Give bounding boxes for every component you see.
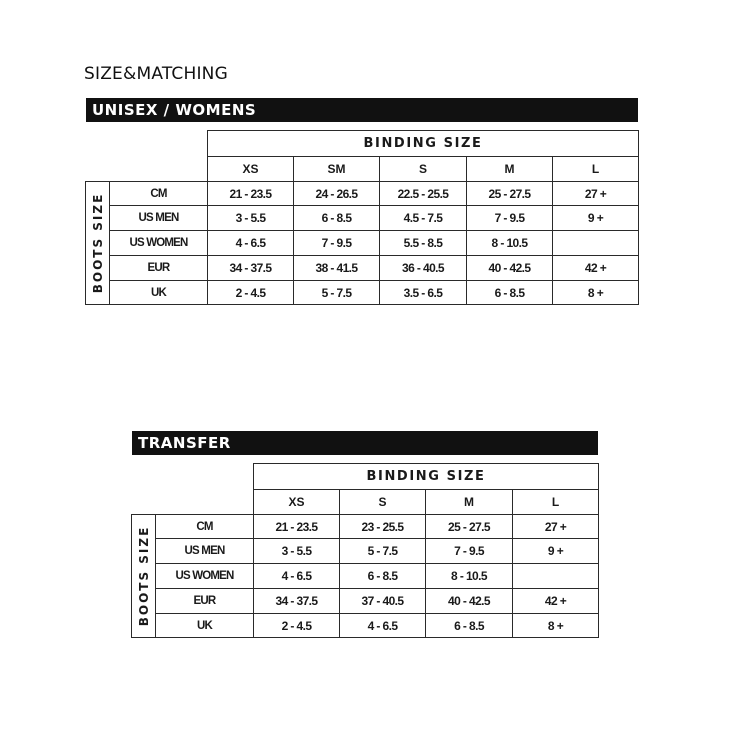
cell-value: 6 - 8.5 xyxy=(340,564,426,589)
row-label-us-women: US WOMEN xyxy=(156,564,254,589)
cell-value: 6 - 8.5 xyxy=(467,281,553,305)
boots-size-label: BOOTS SIZE xyxy=(136,525,151,627)
cell-value: 3 - 5.5 xyxy=(208,206,294,231)
section-header-unisex-womens: UNISEX / WOMENS xyxy=(86,98,638,122)
cell-value: 8 + xyxy=(553,281,639,305)
page-title: SIZE&MATCHING xyxy=(84,64,228,84)
cell-value: 27 + xyxy=(553,182,639,206)
cell-value: 8 - 10.5 xyxy=(426,564,513,589)
cell-value: 21 - 23.5 xyxy=(208,182,294,206)
cell-value: 40 - 42.5 xyxy=(467,256,553,281)
row-label-eur: EUR xyxy=(110,256,208,281)
cell-value: 36 - 40.5 xyxy=(380,256,467,281)
cell-value: 7 - 9.5 xyxy=(426,539,513,564)
boots-size-label: BOOTS SIZE xyxy=(90,192,105,294)
cell-value: 4.5 - 7.5 xyxy=(380,206,467,231)
cell-value: 9 + xyxy=(513,539,599,564)
row-label-cm: CM xyxy=(156,515,254,539)
table-row xyxy=(86,231,639,256)
cell-value: 25 - 27.5 xyxy=(426,515,513,539)
cell-value: 24 - 26.5 xyxy=(294,182,380,206)
table-row xyxy=(132,539,599,564)
table-corner xyxy=(86,157,208,182)
table-row xyxy=(86,256,639,281)
cell-value: 42 + xyxy=(553,256,639,281)
cell-value: 40 - 42.5 xyxy=(426,589,513,614)
size-header-xs: XS xyxy=(208,157,294,182)
table-corner xyxy=(86,131,208,157)
cell-value: 34 - 37.5 xyxy=(254,589,340,614)
cell-value: 8 - 10.5 xyxy=(467,231,553,256)
cell-value: 3 - 5.5 xyxy=(254,539,340,564)
size-header-l: L xyxy=(513,490,599,515)
row-label-cm: CM xyxy=(110,182,208,206)
cell-value: 5.5 - 8.5 xyxy=(380,231,467,256)
cell-value xyxy=(513,564,599,589)
size-table-transfer xyxy=(131,463,599,638)
table-row xyxy=(86,182,639,206)
table-row xyxy=(132,614,599,638)
cell-value: 6 - 8.5 xyxy=(294,206,380,231)
cell-value: 4 - 6.5 xyxy=(254,564,340,589)
cell-value: 4 - 6.5 xyxy=(208,231,294,256)
size-header-sm: SM xyxy=(294,157,380,182)
row-label-us-women: US WOMEN xyxy=(110,231,208,256)
cell-value: 7 - 9.5 xyxy=(467,206,553,231)
cell-value: 3.5 - 6.5 xyxy=(380,281,467,305)
cell-value: 42 + xyxy=(513,589,599,614)
cell-value: 22.5 - 25.5 xyxy=(380,182,467,206)
table-row xyxy=(86,206,639,231)
size-header-s: S xyxy=(380,157,467,182)
cell-value: 6 - 8.5 xyxy=(426,614,513,638)
row-label-us-men: US MEN xyxy=(110,206,208,231)
size-header-m: M xyxy=(467,157,553,182)
cell-value xyxy=(553,231,639,256)
cell-value: 5 - 7.5 xyxy=(340,539,426,564)
binding-size-header: BINDING SIZE xyxy=(254,464,599,490)
size-table-unisex-womens xyxy=(85,130,639,305)
row-label-uk: UK xyxy=(110,281,208,305)
table-corner xyxy=(132,464,254,490)
table-row xyxy=(132,515,599,539)
size-header-m: M xyxy=(426,490,513,515)
cell-value: 34 - 37.5 xyxy=(208,256,294,281)
section-header-transfer: TRANSFER xyxy=(132,431,598,455)
boots-size-axis xyxy=(132,515,156,638)
size-header-xs: XS xyxy=(254,490,340,515)
cell-value: 21 - 23.5 xyxy=(254,515,340,539)
cell-value: 4 - 6.5 xyxy=(340,614,426,638)
cell-value: 38 - 41.5 xyxy=(294,256,380,281)
row-label-uk: UK xyxy=(156,614,254,638)
boots-size-axis xyxy=(86,182,110,305)
size-header-l: L xyxy=(553,157,639,182)
cell-value: 7 - 9.5 xyxy=(294,231,380,256)
cell-value: 25 - 27.5 xyxy=(467,182,553,206)
table-row xyxy=(86,281,639,305)
table-row xyxy=(132,564,599,589)
cell-value: 5 - 7.5 xyxy=(294,281,380,305)
cell-value: 23 - 25.5 xyxy=(340,515,426,539)
cell-value: 2 - 4.5 xyxy=(208,281,294,305)
size-header-s: S xyxy=(340,490,426,515)
cell-value: 9 + xyxy=(553,206,639,231)
binding-size-header: BINDING SIZE xyxy=(208,131,639,157)
cell-value: 27 + xyxy=(513,515,599,539)
cell-value: 2 - 4.5 xyxy=(254,614,340,638)
cell-value: 37 - 40.5 xyxy=(340,589,426,614)
row-label-eur: EUR xyxy=(156,589,254,614)
table-row xyxy=(132,589,599,614)
cell-value: 8 + xyxy=(513,614,599,638)
row-label-us-men: US MEN xyxy=(156,539,254,564)
table-corner xyxy=(132,490,254,515)
